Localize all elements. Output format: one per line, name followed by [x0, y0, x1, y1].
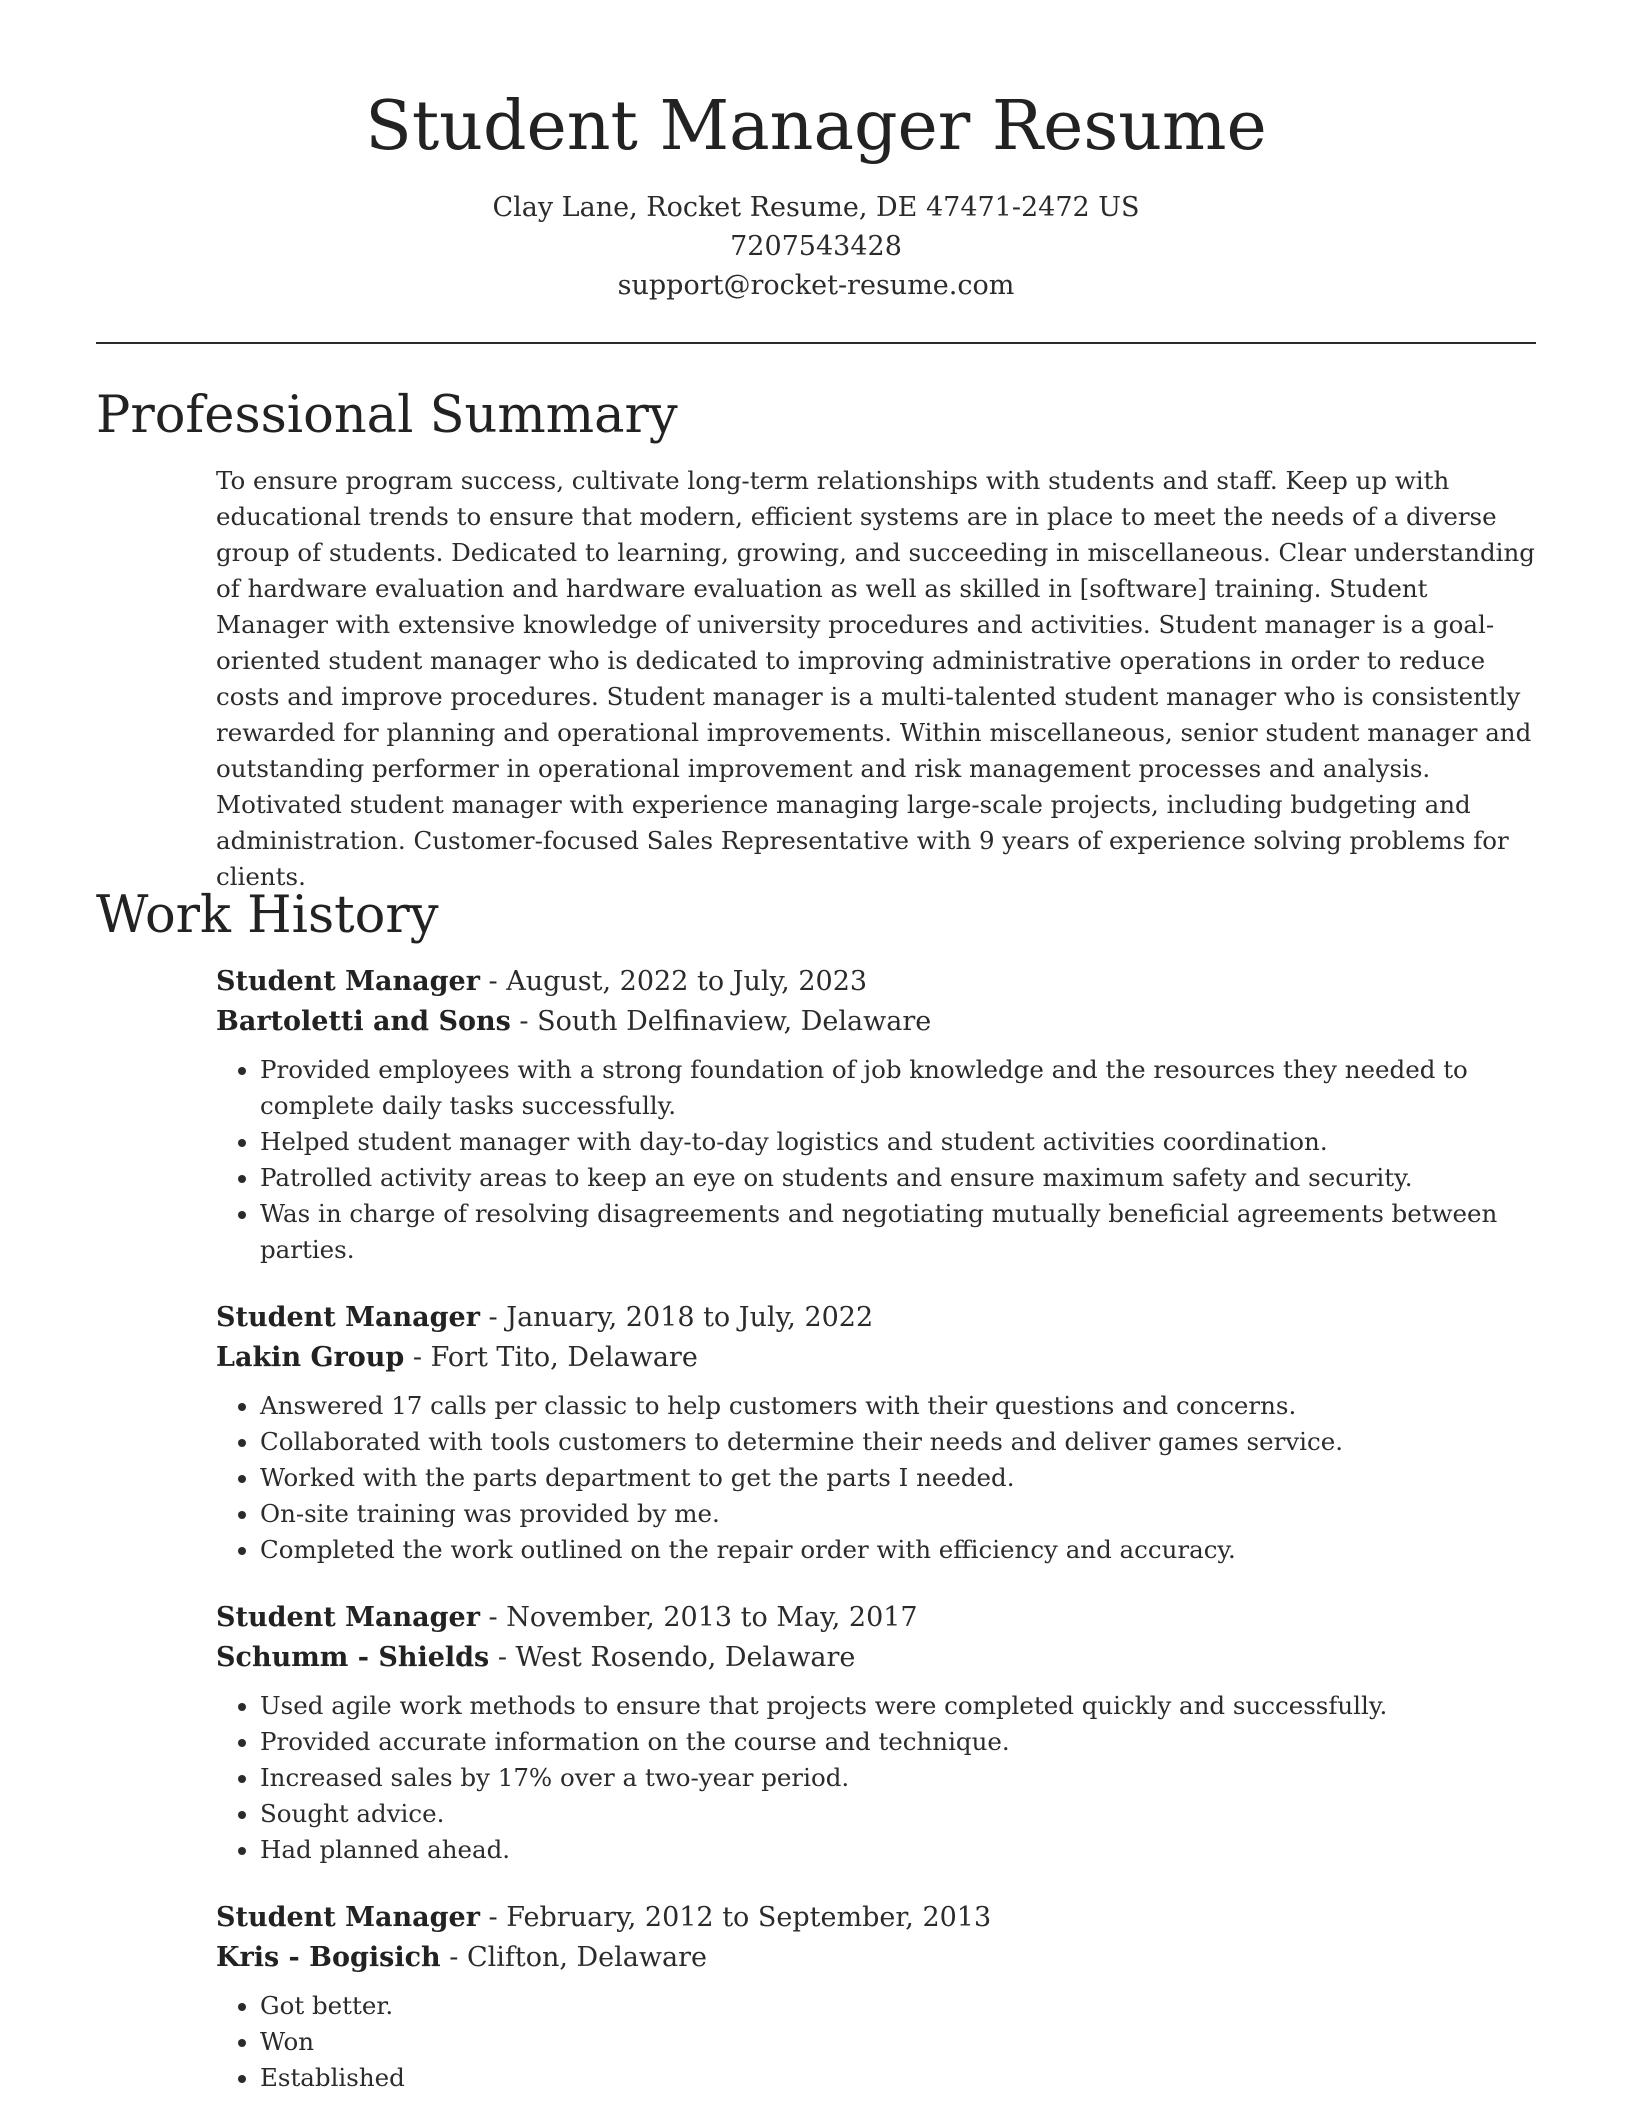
work-history-section-title: Work History: [96, 886, 439, 945]
job-bullet: • Patrolled activity areas to keep an eye on students and ensure maximum safety and security.: [260, 1160, 1538, 1196]
resume-title: Student Manager Resume: [365, 87, 1267, 166]
job-bullet: • Provided accurate information on the course and technique.: [260, 1724, 1538, 1760]
job-dates: January, 2018 to July, 2022: [506, 1302, 874, 1333]
work-history-list: [216, 962, 1538, 2112]
job-entry: [216, 1898, 1538, 2096]
job-dates: February, 2012 to September, 2013: [506, 1902, 992, 1933]
job-bullets: [216, 1052, 1538, 1268]
job-bullet: • Worked with the parts department to get the parts I needed.: [260, 1460, 1538, 1496]
job-bullets: [216, 1988, 1538, 2096]
job-title-line: Student Manager - February, 2012 to September, 2013: [216, 1902, 992, 1933]
job-dates: November, 2013 to May, 2017: [506, 1602, 918, 1633]
job-location: Fort Tito, Delaware: [430, 1342, 698, 1373]
job-company-line: Kris - Bogisich - Clifton, Delaware: [216, 1942, 707, 1973]
job-bullet: • Helped student manager with day-to-day logistics and student activities coordination.: [260, 1124, 1538, 1160]
job-company-line: Schumm - Shields - West Rosendo, Delaware: [216, 1642, 856, 1673]
job-bullets: [216, 1388, 1538, 1568]
job-title: Student Manager: [216, 1602, 480, 1633]
job-company-line: Bartoletti and Sons - South Delfinaview, Delaware: [216, 1006, 932, 1037]
job-title-line: Student Manager - November, 2013 to May, 2017: [216, 1602, 918, 1633]
job-company: Bartoletti and Sons: [216, 1006, 511, 1037]
contact-phone: 7207543428: [730, 231, 902, 262]
job-bullet: • Established: [260, 2060, 1538, 2096]
job-entry: [216, 1298, 1538, 1568]
job-bullet: • Collaborated with tools customers to determine their needs and deliver games service.: [260, 1424, 1538, 1460]
job-company: Schumm - Shields: [216, 1642, 490, 1673]
job-location: South Delfinaview, Delaware: [537, 1006, 932, 1037]
job-entry: [216, 962, 1538, 1268]
job-bullet: • Answered 17 calls per classic to help customers with their questions and concerns.: [260, 1388, 1538, 1424]
job-bullet: • Won: [260, 2024, 1538, 2060]
job-bullet: • Provided employees with a strong foundation of job knowledge and the resources they needed to complete daily tasks successfully.: [260, 1052, 1538, 1124]
summary-text: To ensure program success, cultivate long-term relationships with students and staff. Keep up with educational trends to ensure that modern, efficient systems are in place to meet the needs of a diverse group of students. Dedicated to learning, growing, and succeeding in miscellaneous. Clear understanding of hardware evaluation and hardware evaluation as well as skilled in [software] training. Student Manager with extensive knowledge of university procedures and activities. Student manager is a goal-oriented student manager who is dedicated to improving administrative operations in order to reduce costs and improve procedures. Student manager is a multi-talented student manager who is consistently rewarded for planning and operational improvements. Within miscellaneous, senior student manager and outstanding performer in operational improvement and risk management processes and analysis. Motivated student manager with experience managing large-scale projects, including budgeting and administration. Customer-focused Sales Representative with 9 years of experience solving problems for clients.: [216, 466, 1535, 891]
job-location: Clifton, Delaware: [466, 1942, 707, 1973]
contact-email: support@rocket-resume.com: [617, 270, 1015, 301]
job-bullet: • Had planned ahead.: [260, 1832, 1538, 1868]
job-entry: [216, 1598, 1538, 1868]
job-company: Lakin Group: [216, 1342, 405, 1373]
job-title: Student Manager: [216, 966, 480, 997]
job-dates: August, 2022 to July, 2023: [506, 966, 868, 997]
job-location: West Rosendo, Delaware: [515, 1642, 856, 1673]
job-title: Student Manager: [216, 1302, 480, 1333]
job-bullet: • Was in charge of resolving disagreements and negotiating mutually beneficial agreements between parties.: [260, 1196, 1538, 1268]
header-divider: [96, 342, 1536, 344]
job-title-line: Student Manager - August, 2022 to July, 2023: [216, 966, 868, 997]
job-bullet: • Sought advice.: [260, 1796, 1538, 1832]
job-bullet: • Used agile work methods to ensure that projects were completed quickly and successfully.: [260, 1688, 1538, 1724]
job-title-line: Student Manager - January, 2018 to July, 2022: [216, 1302, 874, 1333]
job-bullet: • On-site training was provided by me.: [260, 1496, 1538, 1532]
summary-section-title: Professional Summary: [96, 386, 678, 445]
contact-address: Clay Lane, Rocket Resume, DE 47471-2472 US: [492, 192, 1140, 223]
job-company: Kris - Bogisich: [216, 1942, 441, 1973]
job-bullet: • Got better.: [260, 1988, 1538, 2024]
job-company-line: Lakin Group - Fort Tito, Delaware: [216, 1342, 698, 1373]
job-bullet: • Completed the work outlined on the repair order with efficiency and accuracy.: [260, 1532, 1538, 1568]
job-bullets: [216, 1688, 1538, 1868]
job-bullet: • Increased sales by 17% over a two-year period.: [260, 1760, 1538, 1796]
resume-header: [0, 0, 1632, 305]
contact-block: [0, 188, 1632, 305]
job-title: Student Manager: [216, 1902, 480, 1933]
